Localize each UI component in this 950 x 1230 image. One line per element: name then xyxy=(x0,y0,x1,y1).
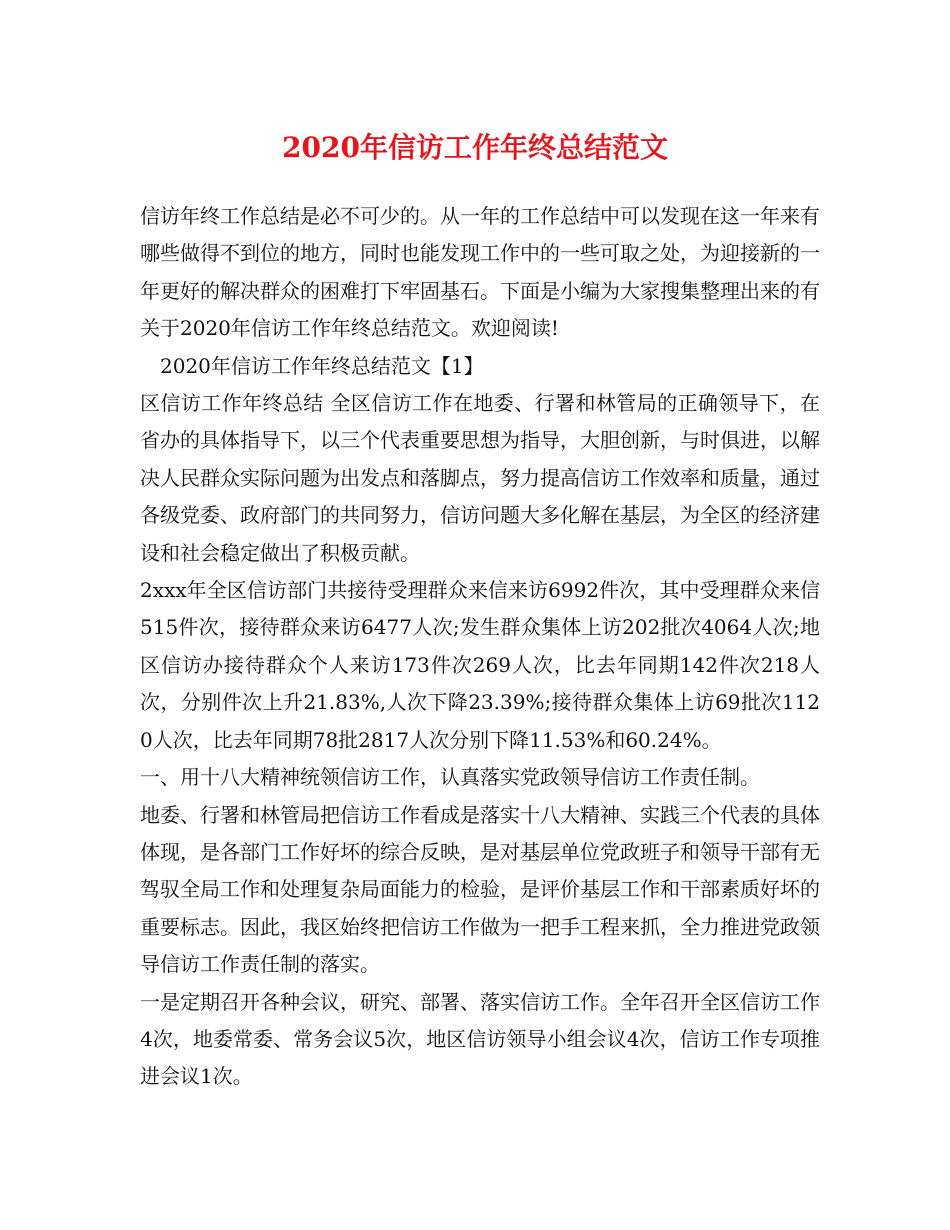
paragraph-overview: 区信访工作年终总结 全区信访工作在地委、行署和林管局的正确领导下，在省办的具体指导下，以三个代表重要思想为指导，大胆创新，与时俱进，以解决人民群众实际问题为出发点和落脚点，努力提高信访工作效率和质量，通过各级党委、政府部门的共同努力，信访问题大多化解在基层，为全区的经济建设和社会稳定做出了积极贡献。 xyxy=(140,391,820,565)
paragraph-point-one-heading: 一、用十八大精神统领信访工作，认真落实党政领导信访工作责任制。 xyxy=(140,765,760,790)
document-body xyxy=(140,198,820,1096)
document-title: 2020年信访工作年终总结范文 xyxy=(282,131,668,164)
paragraph-intro: 信访年终工作总结是必不可少的。从一年的工作总结中可以发现在这一年来有哪些做得不到位的地方，同时也能发现工作中的一些可取之处，为迎接新的一年更好的解决群众的困难打下牢固基石。下面是小编为大家搜集整理出来的有关于2020年信访工作年终总结范文。欢迎阅读! xyxy=(140,204,820,341)
paragraph-responsibility: 地委、行署和林管局把信访工作看成是落实十八大精神、实践三个代表的具体体现，是各部门工作好坏的综合反映，是对基层单位党政班子和领导干部有无驾驭全局工作和处理复杂局面能力的检验，是评价基层工作和干部素质好坏的重要标志。因此，我区始终把信访工作做为一把手工程来抓，全力推进党政领导信访工作责任制的落实。 xyxy=(140,802,820,977)
paragraph-meetings: 一是定期召开各种会议，研究、部署、落实信访工作。全年召开全区信访工作4次，地委常委、常务会议5次，地区信访领导小组会议4次，信访工作专项推进会议1次。 xyxy=(140,989,820,1089)
paragraph-section-heading: 2020年信访工作年终总结范文【1】 xyxy=(140,353,484,378)
paragraph-statistics: 2xxx年全区信访部门共接待受理群众来信来访6992件次，其中受理群众来信515件次，接待群众来访6477人次;发生群众集体上访202批次4064人次;地区信访办接待群众个人来访173件次269人次，比去年同期142件次218人次，分别件次上升21.83%,人次下降23.39%;接待群众集体上访69批次1120人次，比去年同期78批2817人次分别下降11.53%和60.24%。 xyxy=(140,578,820,752)
